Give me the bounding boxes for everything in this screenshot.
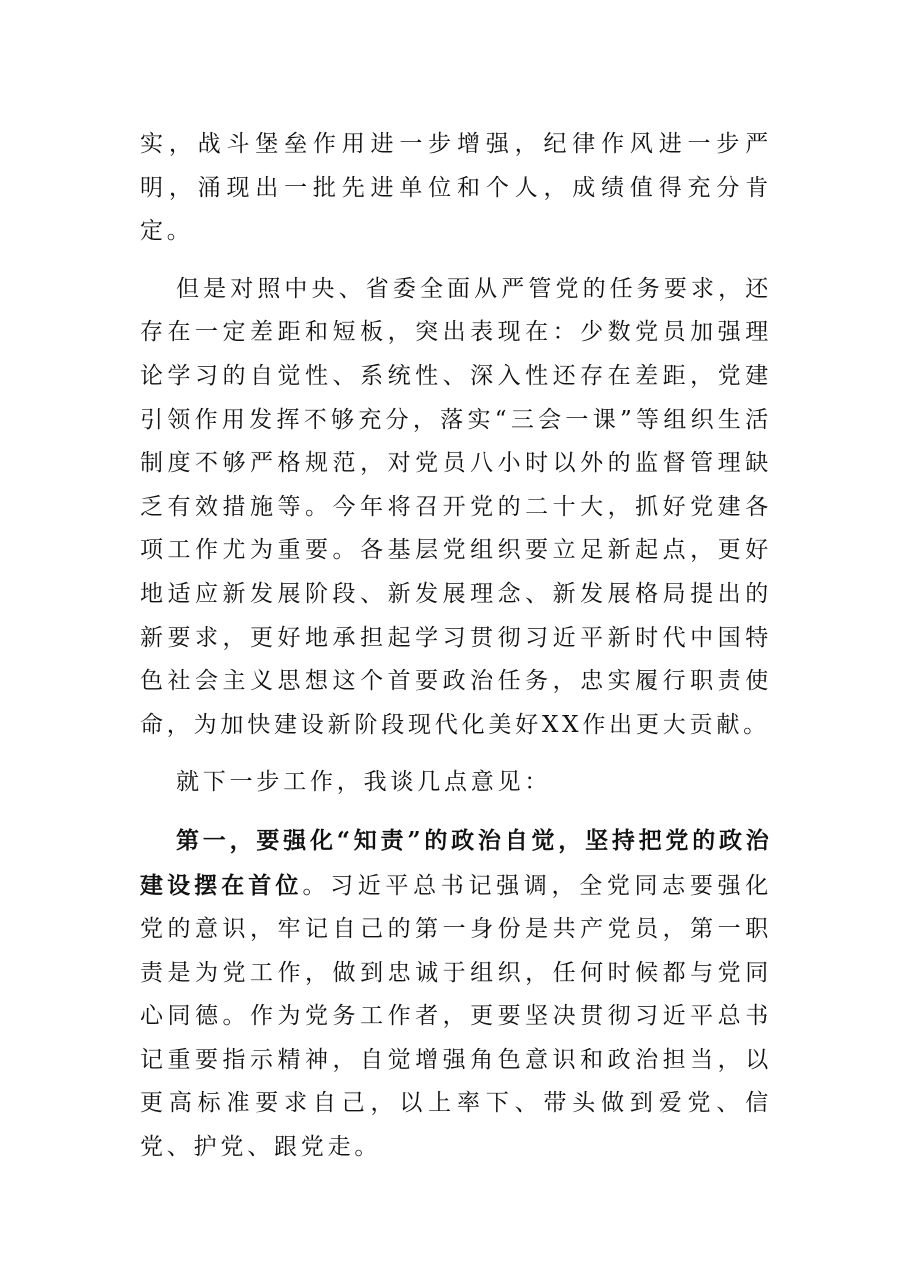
paragraph-text: 就下一步工作，我谈几点意见： [176, 769, 552, 796]
paragraph-continuation [140, 123, 772, 254]
paragraph-text: 实，战斗堡垒作用进一步增强，纪律作风进一步严明，涌现出一批先进单位和个人，成绩值得充分肯定。 [140, 131, 772, 245]
paragraph-bold-heading: 第一，要强化“知责”的政治自觉，坚持把党的政治建设摆在首位 [140, 826, 772, 899]
paragraph-text: 。习近平总书记强调，全党同志要强化党的意识，牢记自己的第一身份是共产党员，第一职责是为党工作，做到忠诚于组织，任何时候都与党同心同德。作为党务工作者，更要坚决贯彻习近平总书记重要指示精神，自觉增强角色意识和政治担当，以更高标准要求自己，以上率下、带头做到爱党、信党、护党、跟党走。 [140, 872, 772, 1161]
paragraph-intro-opinions [140, 761, 772, 805]
paragraph-shortcomings [140, 268, 772, 748]
paragraph-first-point [140, 819, 772, 1170]
document-body [140, 123, 772, 1184]
paragraph-text: 但是对照中央、省委全面从严管党的任务要求，还存在一定差距和短板，突出表现在：少数党员加强理论学习的自觉性、系统性、深入性还存在差距，党建引领作用发挥不够充分，落实“三会一课”等组织生活制度不够严格规范，对党员八小时以外的监督管理缺乏有效措施等。今年将召开党的二十大，抓好党建各项工作尤为重要。各基层党组织要立足新起点，更好地适应新发展阶段、新发展理念、新发展格局提出的新要求，更好地承担起学习贯彻习近平新时代中国特色社会主义思想这个首要政治任务，忠实履行职责使命，为加快建设新阶段现代化美好XX作出更大贡献。 [140, 275, 772, 738]
